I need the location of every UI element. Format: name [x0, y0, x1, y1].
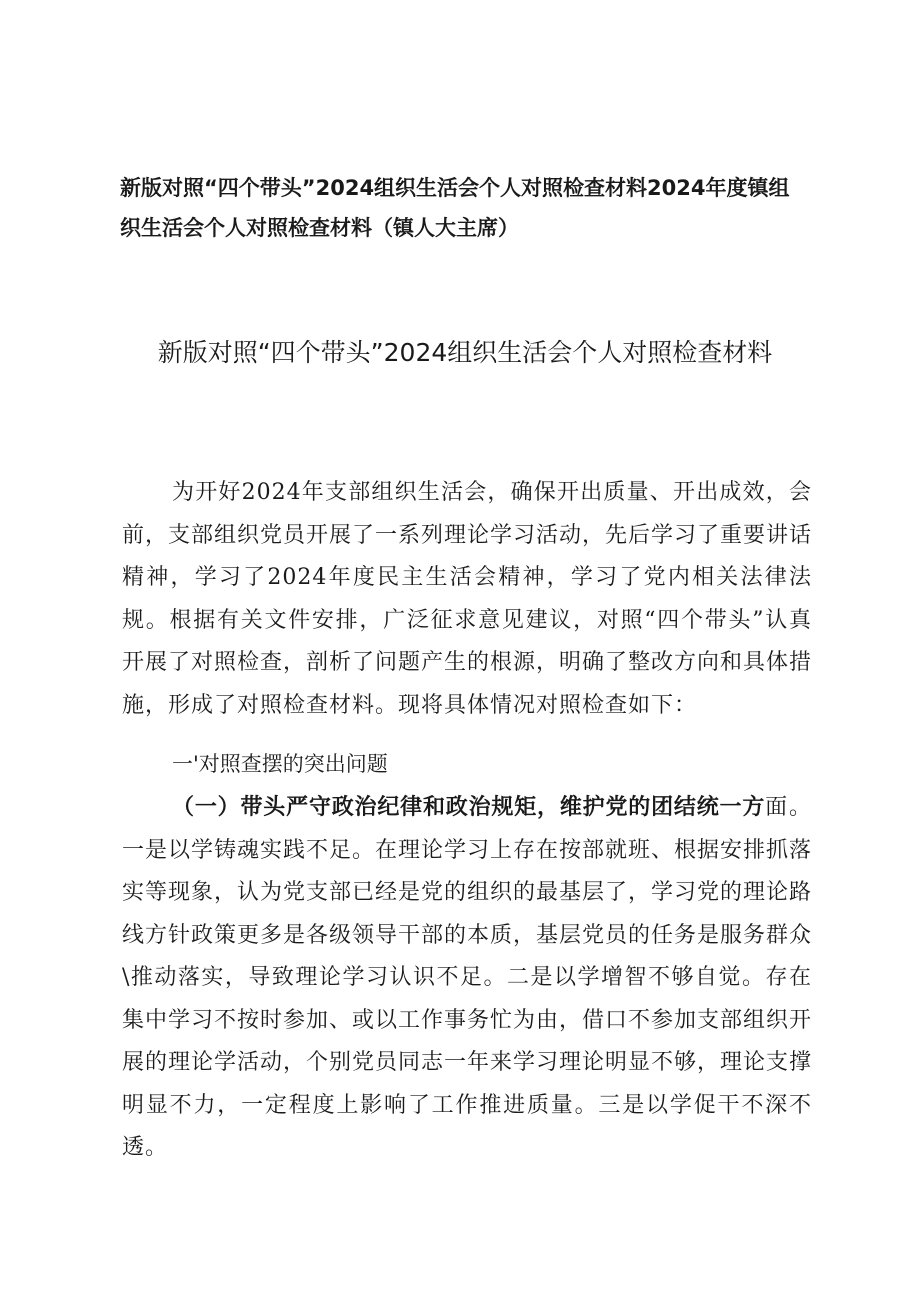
- subsection-body-1: 面。一是以学铸魂实践不足。在理论学习上存在按部就班、根据安排抓落实等现象，认为党支部已经是党的组织的最基层了，学习党的理论路线方针政策更多是各级领导干部的本质，基层党员的任务是服务群众\推动落实，导致理论学习认识不足。二是以学增智不够自觉。存在集中学习不按时参加、或以工作事务忙为由，借口不参加支部组织开展的理论学活动，个别党员同志一年来学习理论明显不够，理论支撑明显不力，一定程度上影响了工作推进质量。三是以学促干不深不透。: [122, 795, 813, 1160]
- intro-paragraph: 为开好2024年支部组织生活会，确保开出质量、开出成效，会前，支部组织党员开展了一系列理论学习活动，先后学习了重要讲话精神，学习了2024年度民主生活会精神，学习了党内相关法律法规。根据有关文件安排，广泛征求意见建议，对照“四个带头”认真开展了对照检查，剖析了问题产生的根源，明确了整改方向和具体措施，形成了对照检查材料。现将具体情况对照检查如下：: [122, 480, 813, 718]
- section-heading-1: 一'对照查摆的突出问题: [172, 752, 388, 776]
- document-title: 新版对照“四个带头”2024组织生活会个人对照检查材料: [157, 338, 773, 367]
- subsection-paragraph-1: [122, 787, 812, 1170]
- subsection-heading-1: （一）带头严守政治纪律和政治规矩，维护党的团结统一方: [172, 795, 766, 820]
- document-header: 新版对照“四个带头”2024组织生活会个人对照检查材料2024年度镇组织生活会个人对照检查材料（镇人大主席）: [120, 176, 790, 240]
